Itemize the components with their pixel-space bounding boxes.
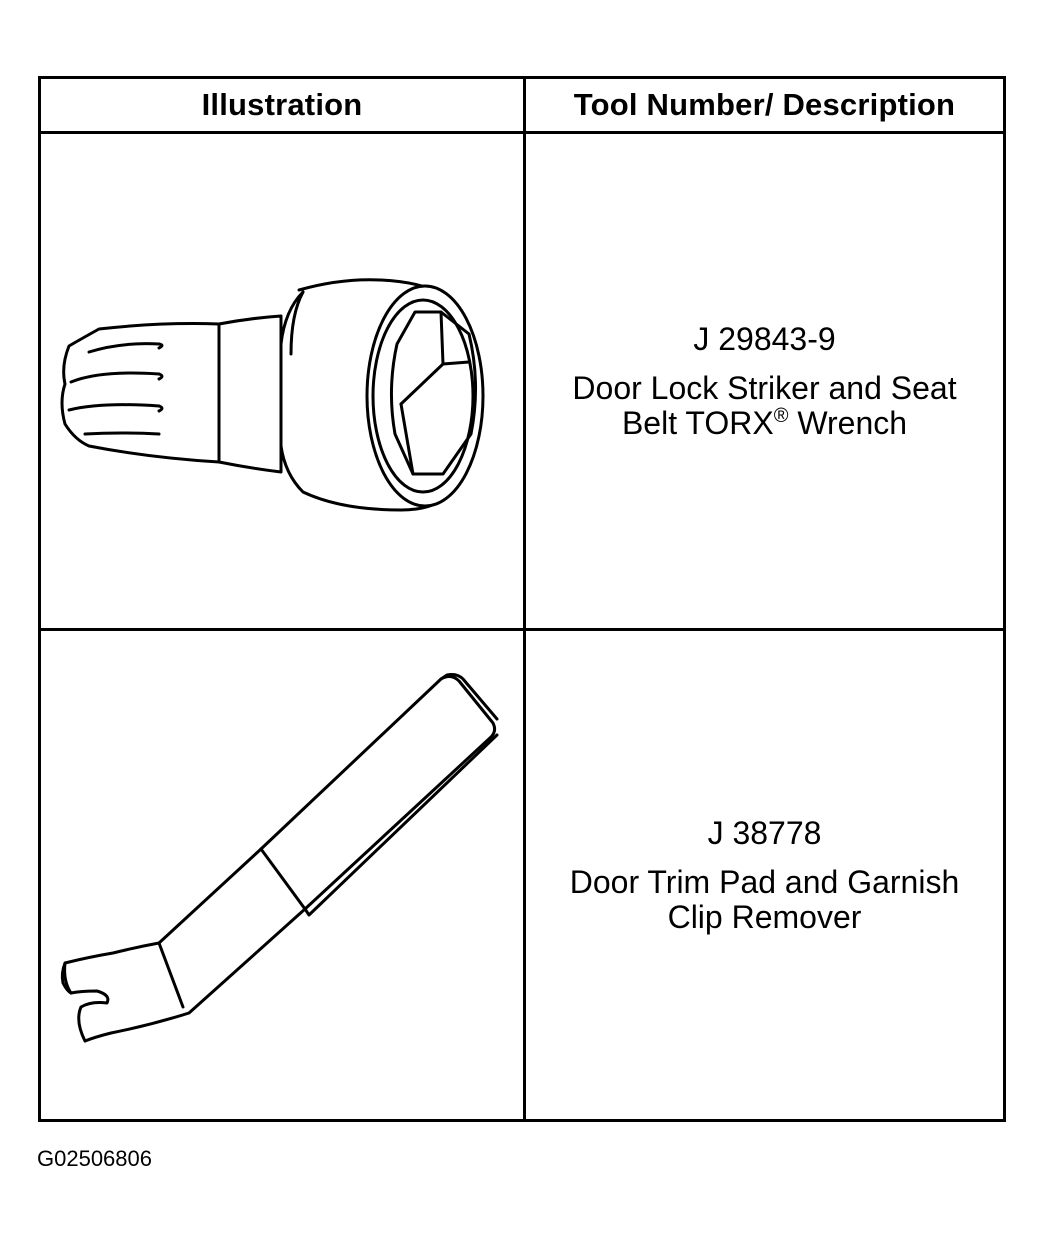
clip-remover-icon [41, 631, 523, 1119]
description-cell-1 [526, 134, 1003, 628]
illustration-torx-wrench [41, 134, 523, 628]
header-illustration: Illustration [201, 87, 363, 122]
description-line: Door Trim Pad and Garnish [569, 863, 960, 900]
tool-description [570, 865, 960, 935]
tool-table [38, 76, 1006, 1122]
registered-mark: ® [773, 404, 789, 427]
description-line [572, 406, 956, 441]
tool-description [572, 371, 956, 441]
description-line: Door Lock Striker and Seat [572, 369, 957, 406]
header-tool-number-description: Tool Number/ Description [573, 87, 956, 122]
tool-number: J 38778 [707, 814, 822, 851]
figure-id: G02506806 [37, 1146, 152, 1171]
tool-number: J 29843-9 [693, 320, 836, 357]
description-cell-2 [526, 631, 1003, 1119]
description-text: Belt TORX [621, 404, 774, 441]
description-line: Clip Remover [667, 898, 862, 935]
torx-socket-wrench-icon [41, 134, 523, 628]
description-text: Wrench [788, 404, 908, 441]
illustration-clip-remover [41, 631, 523, 1119]
